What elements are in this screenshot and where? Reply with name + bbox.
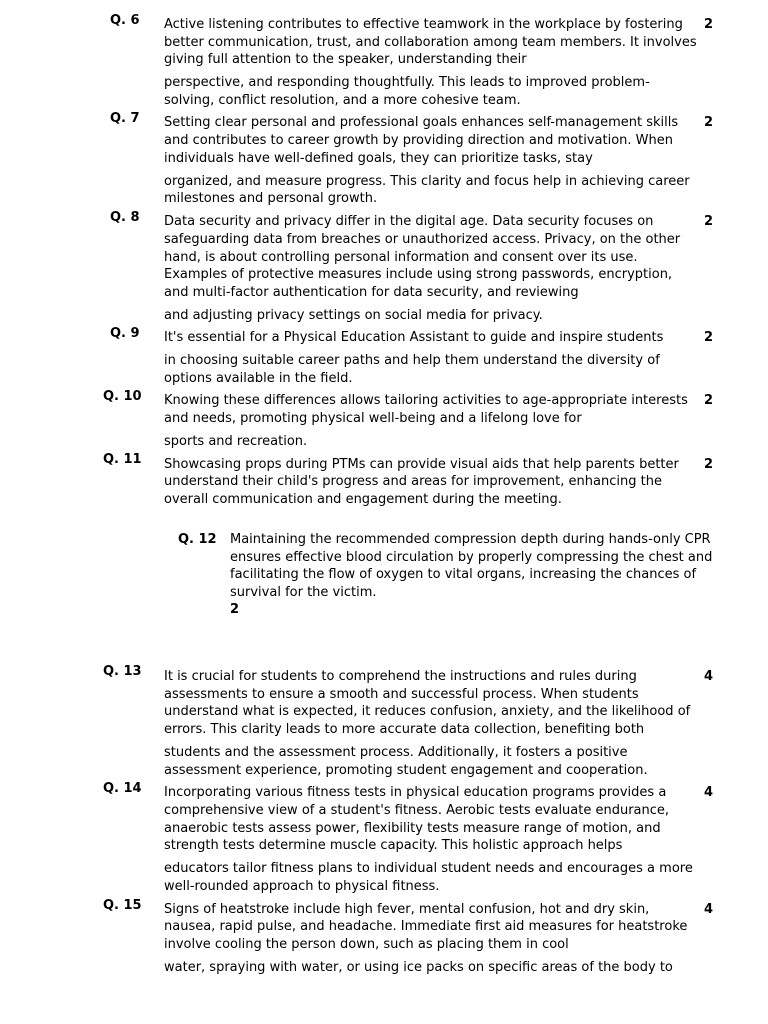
answer-line: understand what is expected, it reduces confusion, anxiety, and the likelihood of bbox=[164, 704, 691, 719]
marks-q14: 4 bbox=[704, 785, 714, 800]
answer-line: options available in the field. bbox=[164, 371, 353, 386]
answer-line: ensures effective blood circulation by properly compressing the chest and bbox=[230, 550, 713, 565]
answer-line: Examples of protective measures include using strong passwords, encryption, bbox=[164, 267, 673, 282]
answer-line: water, spraying with water, or using ice packs on specific areas of the body to bbox=[164, 960, 673, 975]
answer-line: Showcasing props during PTMs can provide visual aids that help parents better bbox=[164, 457, 679, 472]
marks-q8: 2 bbox=[704, 214, 714, 229]
answer-line: comprehensive view of a student's fitness. Aerobic tests evaluate endurance, bbox=[164, 803, 670, 818]
answer-line: facilitating the flow of oxygen to vital organs, increasing the chances of bbox=[230, 567, 697, 582]
answer-line: involve cooling the person down, such as placing them in cool bbox=[164, 937, 569, 952]
answer-line: hand, is about controlling personal information and consent over its use. bbox=[164, 250, 638, 265]
question-label-q6: Q. 6 bbox=[110, 13, 140, 28]
answer-line: survival for the victim. bbox=[230, 585, 377, 600]
marks-q13: 4 bbox=[704, 669, 714, 684]
answer-line: It is crucial for students to comprehend the instructions and rules during bbox=[164, 669, 637, 684]
marks-q11: 2 bbox=[704, 457, 714, 472]
answer-line: and needs, promoting physical well-being and a lifelong love for bbox=[164, 411, 582, 426]
marks-q12: 2 bbox=[230, 602, 240, 617]
answer-line: It's essential for a Physical Education Assistant to guide and inspire students bbox=[164, 330, 664, 345]
question-label-q13: Q. 13 bbox=[103, 664, 142, 679]
answer-line: individuals have well-defined goals, they can prioritize tasks, stay bbox=[164, 151, 593, 166]
answer-line: strength tests determine muscle capacity. This holistic approach helps bbox=[164, 838, 623, 853]
answer-line: organized, and measure progress. This clarity and focus help in achieving career bbox=[164, 174, 690, 189]
marks-q9: 2 bbox=[704, 330, 714, 345]
answer-line: Data security and privacy differ in the digital age. Data security focuses on bbox=[164, 214, 654, 229]
answer-line: Active listening contributes to effective teamwork in the workplace by fostering bbox=[164, 17, 683, 32]
answer-line: safeguarding data from breaches or unauthorized access. Privacy, on the other bbox=[164, 232, 681, 247]
answer-line: Knowing these differences allows tailoring activities to age-appropriate interests bbox=[164, 393, 688, 408]
question-label-q11: Q. 11 bbox=[103, 452, 142, 467]
answer-line: in choosing suitable career paths and help them understand the diversity of bbox=[164, 353, 660, 368]
answer-line: solving, conflict resolution, and a more cohesive team. bbox=[164, 93, 521, 108]
answer-line: and multi-factor authentication for data security, and reviewing bbox=[164, 285, 579, 300]
question-label-q12: Q. 12 bbox=[178, 532, 217, 547]
marks-q6: 2 bbox=[704, 17, 714, 32]
answer-line: anaerobic tests assess power, flexibility tests measure range of motion, and bbox=[164, 821, 661, 836]
question-label-q14: Q. 14 bbox=[103, 781, 142, 796]
answer-line: nausea, rapid pulse, and headache. Immediate first aid measures for heatstroke bbox=[164, 919, 688, 934]
answer-line: students and the assessment process. Additionally, it fosters a positive bbox=[164, 745, 628, 760]
answer-line: giving full attention to the speaker, understanding their bbox=[164, 52, 527, 67]
answer-line: overall communication and engagement during the meeting. bbox=[164, 492, 562, 507]
question-label-q8: Q. 8 bbox=[110, 210, 140, 225]
answer-line: perspective, and responding thoughtfully. This leads to improved problem- bbox=[164, 75, 650, 90]
answer-line: Incorporating various fitness tests in physical education programs provides a bbox=[164, 785, 667, 800]
marks-q15: 4 bbox=[704, 902, 714, 917]
answer-line: assessments to ensure a smooth and successful process. When students bbox=[164, 687, 639, 702]
marks-q10: 2 bbox=[704, 393, 714, 408]
question-label-q10: Q. 10 bbox=[103, 389, 142, 404]
answer-line: understand their child's progress and areas for improvement, enhancing the bbox=[164, 474, 662, 489]
answer-line: and contributes to career growth by providing direction and motivation. When bbox=[164, 133, 673, 148]
answer-line: assessment experience, promoting student engagement and cooperation. bbox=[164, 763, 648, 778]
answer-line: well-rounded approach to physical fitness. bbox=[164, 879, 440, 894]
answer-line: Maintaining the recommended compression depth during hands-only CPR bbox=[230, 532, 711, 547]
answer-line: and adjusting privacy settings on social media for privacy. bbox=[164, 308, 543, 323]
answer-line: errors. This clarity leads to more accurate data collection, benefiting both bbox=[164, 722, 645, 737]
answer-line: better communication, trust, and collaboration among team members. It involves bbox=[164, 35, 697, 50]
answer-line: milestones and personal growth. bbox=[164, 191, 378, 206]
question-label-q15: Q. 15 bbox=[103, 898, 142, 913]
answer-line: Signs of heatstroke include high fever, mental confusion, hot and dry skin, bbox=[164, 902, 650, 917]
marks-q7: 2 bbox=[704, 115, 714, 130]
answer-line: Setting clear personal and professional goals enhances self-management skills bbox=[164, 115, 679, 130]
answer-line: sports and recreation. bbox=[164, 434, 308, 449]
question-label-q9: Q. 9 bbox=[110, 326, 140, 341]
answer-line: educators tailor fitness plans to individual student needs and encourages a more bbox=[164, 861, 693, 876]
question-label-q7: Q. 7 bbox=[110, 111, 140, 126]
